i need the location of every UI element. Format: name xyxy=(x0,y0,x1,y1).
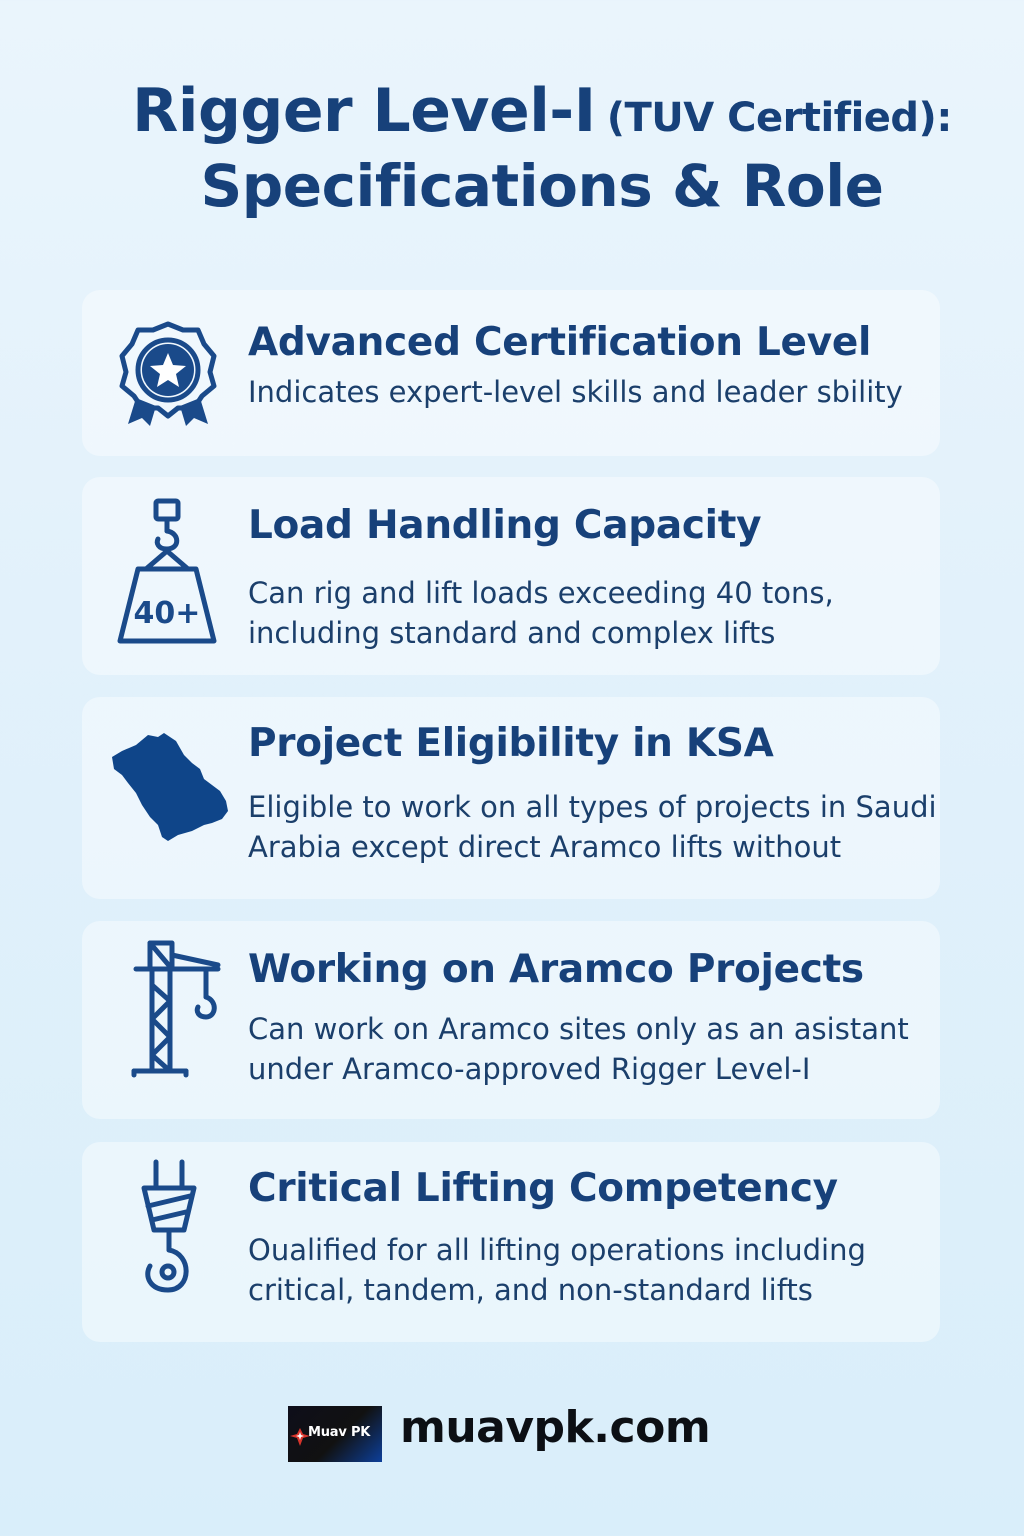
saudi-map-icon xyxy=(108,725,238,845)
badge-star-icon xyxy=(108,320,228,430)
card-aramco-projects xyxy=(82,921,940,1119)
card-description: Eligible to work on all types of projects in Saudi Arabia except direct Aramco lifts without xyxy=(248,790,937,864)
card-title: Project Eligibility in KSA xyxy=(248,721,774,766)
logo-text: Muav PK xyxy=(308,1425,371,1440)
card-title: Critical Lifting Competency xyxy=(248,1166,838,1211)
weight-hook-icon xyxy=(108,497,228,647)
website-link[interactable]: muavpk.com xyxy=(400,1402,711,1453)
brand-logo xyxy=(288,1406,382,1462)
card-certification-level xyxy=(82,290,940,456)
card-description: Can rig and lift loads exceeding 40 tons, including standard and complex lifts xyxy=(248,576,834,650)
title-line2: Specifications & Role xyxy=(200,152,884,220)
card-description: Indicates expert-level skills and leader sbility xyxy=(248,375,903,409)
crane-hook-icon xyxy=(134,1158,214,1303)
card-project-eligibility xyxy=(82,697,940,899)
title-sub: (TUV Certified): xyxy=(606,95,952,141)
card-description: Oualified for all lifting operations including critical, tandem, and non-standard lifts xyxy=(248,1233,866,1307)
card-title: Working on Aramco Projects xyxy=(248,947,864,992)
card-description: Can work on Aramco sites only as an asistant under Aramco-approved Rigger Level-I xyxy=(248,1012,909,1086)
card-load-handling xyxy=(82,477,940,675)
card-title: Advanced Certification Level xyxy=(248,320,872,365)
card-critical-lifting xyxy=(82,1142,940,1342)
weight-label: 40+ xyxy=(133,596,201,631)
tower-crane-icon xyxy=(128,937,228,1082)
title-main: Rigger Level-I xyxy=(132,76,596,146)
card-title: Load Handling Capacity xyxy=(248,503,762,548)
page-title xyxy=(0,68,1024,218)
